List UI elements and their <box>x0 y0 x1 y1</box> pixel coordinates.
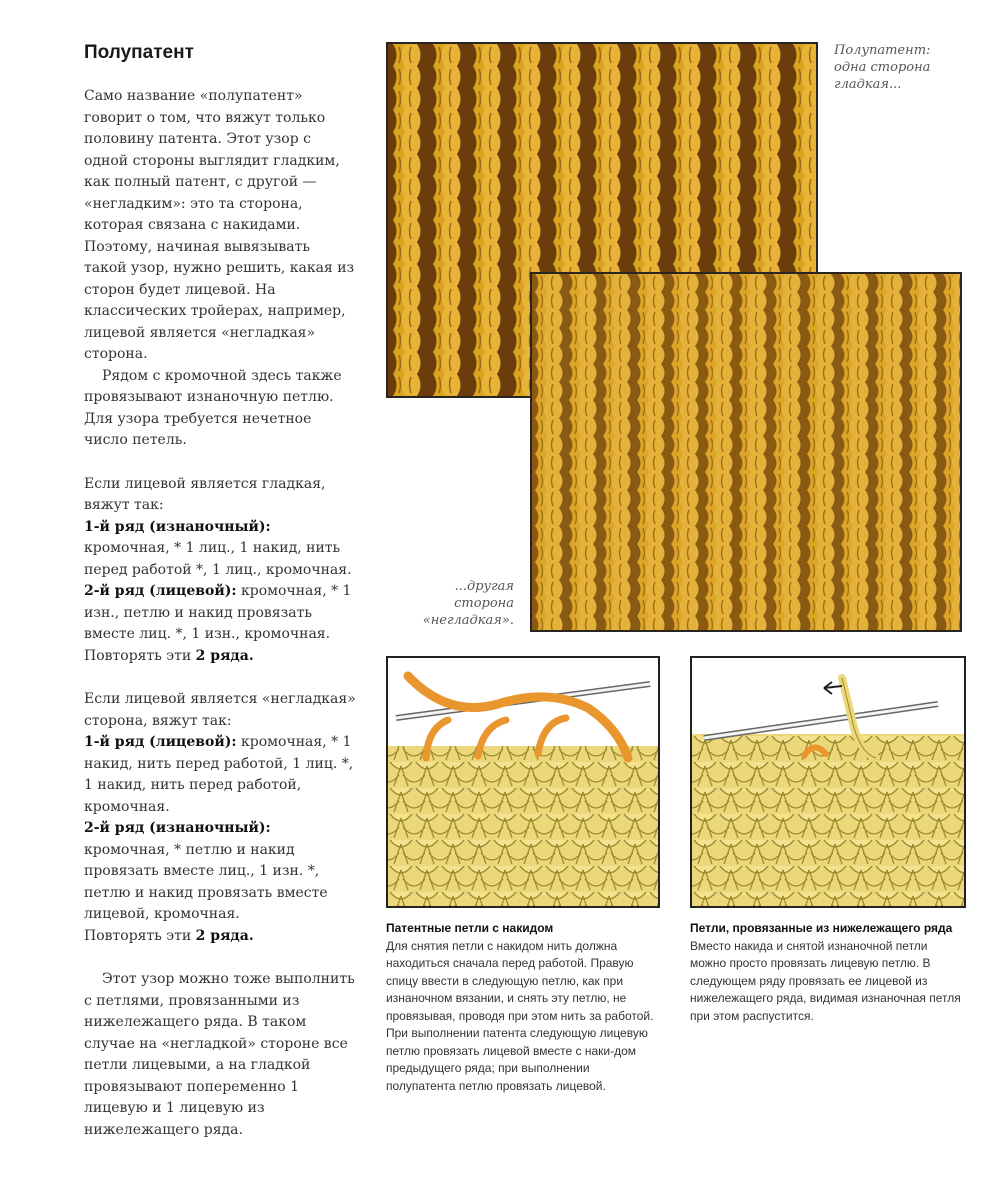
row-text: кромочная, * 1 накид, нить перед работой, 1 лиц. *, 1 накид, нить перед работой, кромочная. <box>84 734 354 815</box>
stitch-diagram-illustration <box>388 658 658 906</box>
row-label: 1-й ряд (лицевой): <box>84 734 237 750</box>
diagram2-heading: Петли, провязанные из нижележащего ряда <box>690 921 953 935</box>
diagram1-heading: Патентные петли с накидом <box>386 921 554 935</box>
final-paragraph: Этот узор можно тоже выполнить с петлями, провязанными из нижележащего ряда. В таком случае на «негладкой» стороне все петли лицевыми, а на гладкой провязывают попеременно 1 лицевую и 1 лицевую из нижележащего ряда. <box>84 971 355 1138</box>
photo-caption-top: Полупатент: одна сторона гладкая... <box>834 43 931 92</box>
rough-row-1 <box>84 732 356 818</box>
row-text: кромочная, * 1 изн., петлю и накид провязать вместе лиц. *, 1 изн., кромочная. <box>84 583 352 642</box>
diagram1-caption <box>386 920 658 1095</box>
row-text: кромочная, * 1 лиц., 1 накид, нить перед работой *, 1 лиц., кромочная. <box>84 540 352 578</box>
row-label: 1-й ряд (изнаночный): <box>84 518 271 535</box>
rough-row-2 <box>84 818 356 926</box>
diagram2-caption <box>690 920 962 1025</box>
edge-paragraph: Рядом с кромочной здесь также провязывают изнаночную петлю. Для узора требуется нечетное число петель. <box>84 367 342 448</box>
diagram-patent-stitches <box>386 656 660 908</box>
rough-side-intro: Если лицевой является «негладкая» сторона, вяжут так: <box>84 691 356 729</box>
smooth-row-1 <box>84 517 356 582</box>
intro-paragraph: Само название «полупатент» говорит о том, что вяжут только половину патента. Этот узор с одной стороны выглядит гладким, как полный патент, с другой — «негладким»: это та сторона, которая связана с накидами. Поэтому, начиная вывязывать такой узор, нужно решить, какая из сторон будет лицевой. На классических тройерах, например, лицевой является «негладкая» сторона. <box>84 88 355 362</box>
diagram2-text: Вместо накида и снятой изнаночной петли можно просто провязать лицевую петлю. В следующем ряду провязать ее лицевой из нижележащего ряда, видимая изнаночная петля при этом распустится. <box>690 938 961 1023</box>
repeat-line: Повторять эти 2 ряда. <box>84 927 254 944</box>
row-label: 2-й ряд (изнаночный): <box>84 820 271 836</box>
smooth-row-2 <box>84 581 356 646</box>
instructions-column <box>84 86 356 1141</box>
diagram1-text: Для снятия петли с накидом нить должна находиться сначала перед работой. Правую спицу ввести в следующую петлю, как при изнаночном вязании, и снять эту петлю, не провязывая, проводя при этом нить за работой. При выполнении патента следующую лицевую петлю провязать лицевой вместе с наки-дом предыдущего ряда; при выполнении полупатента петлю провязать лицевой. <box>386 938 654 1093</box>
photo-caption-bottom: ...другая сторона «негладкая». <box>422 579 514 628</box>
diagram-lower-row-stitches <box>690 656 966 908</box>
smooth-side-intro: Если лицевой является гладкая, вяжут так: <box>84 475 326 513</box>
row-text: кромочная, * петлю и накид провязать вместе лиц., 1 изн. *, петлю и накид провязать вместе лицевой, кромочная. <box>84 841 328 922</box>
knit-photo-rough-side <box>530 272 962 632</box>
row-label: 2-й ряд (лицевой): <box>84 583 237 599</box>
stitch-diagram-illustration <box>692 658 964 906</box>
repeat-line: Повторять эти 2 ряда. <box>84 647 254 664</box>
page-title: Полупатент <box>84 42 194 63</box>
ribbed-knit-texture <box>532 274 960 630</box>
